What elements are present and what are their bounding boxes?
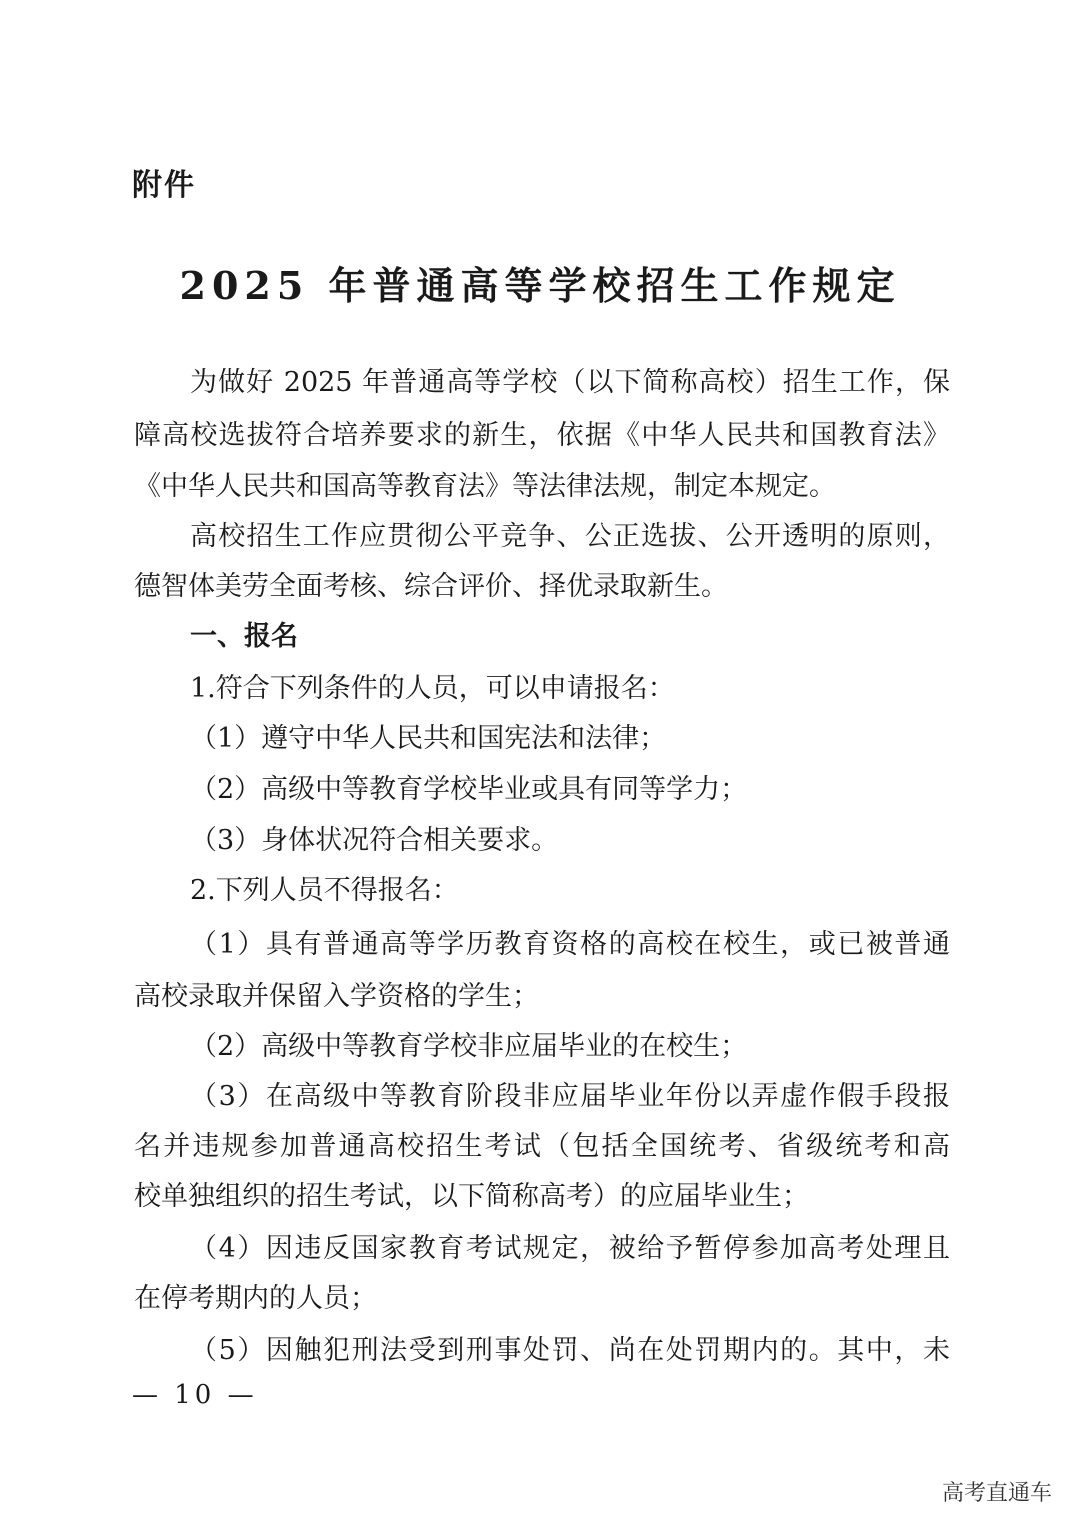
list-item: （2）高级中等教育学校非应届毕业的在校生； [190,1031,748,1062]
section-heading: 一、报名 [190,621,298,652]
source-watermark: 高考直通车 [941,1481,1052,1506]
paragraph-line: 校单独组织的招生考试，以下简称高考）的应届毕业生； [134,1181,809,1212]
document-title: 2025 年普通高等学校招生工作规定 [179,263,901,308]
paragraph-line: 《中华人民共和国高等教育法》等法律法规，制定本规定。 [134,471,836,502]
paragraph-line: 在停考期内的人员； [134,1283,377,1314]
list-item: （3）在高级中等教育阶段非应届毕业年份以弄虚作假手段报 [190,1081,950,1112]
list-item: 2.下列人员不得报名： [190,875,459,906]
page-number: — 10 — [132,1380,258,1410]
list-item: （4）因违反国家教育考试规定，被给予暂停参加高考处理且 [190,1233,950,1264]
list-item: （1）具有普通高等学历教育资格的高校在校生，或已被普通 [190,929,950,960]
paragraph-line: 高校招生工作应贯彻公平竞争、公正选拔、公开透明的原则， [190,521,950,552]
paragraph-line: 德智体美劳全面考核、综合评价、择优录取新生。 [134,571,728,602]
attachment-label: 附件 [132,168,196,203]
paragraph-line: 名并违规参加普通高校招生考试（包括全国统考、省级统考和高 [134,1131,950,1162]
list-item: （5）因触犯刑法受到刑事处罚、尚在处罚期内的。其中，未 [190,1335,950,1366]
paragraph-line: 高校录取并保留入学资格的学生； [134,981,539,1012]
list-item: （1）遵守中华人民共和国宪法和法律； [190,723,667,754]
paragraph-line: 障高校选拔符合培养要求的新生，依据《中华人民共和国教育法》 [134,420,950,451]
list-item: （2）高级中等教育学校毕业或具有同等学力； [190,774,748,805]
list-item: （3）身体状况符合相关要求。 [190,825,559,856]
paragraph-line: 为做好 2025 年普通高等学校（以下简称高校）招生工作，保 [190,367,950,398]
list-item: 1.符合下列条件的人员，可以申请报名： [190,673,675,704]
